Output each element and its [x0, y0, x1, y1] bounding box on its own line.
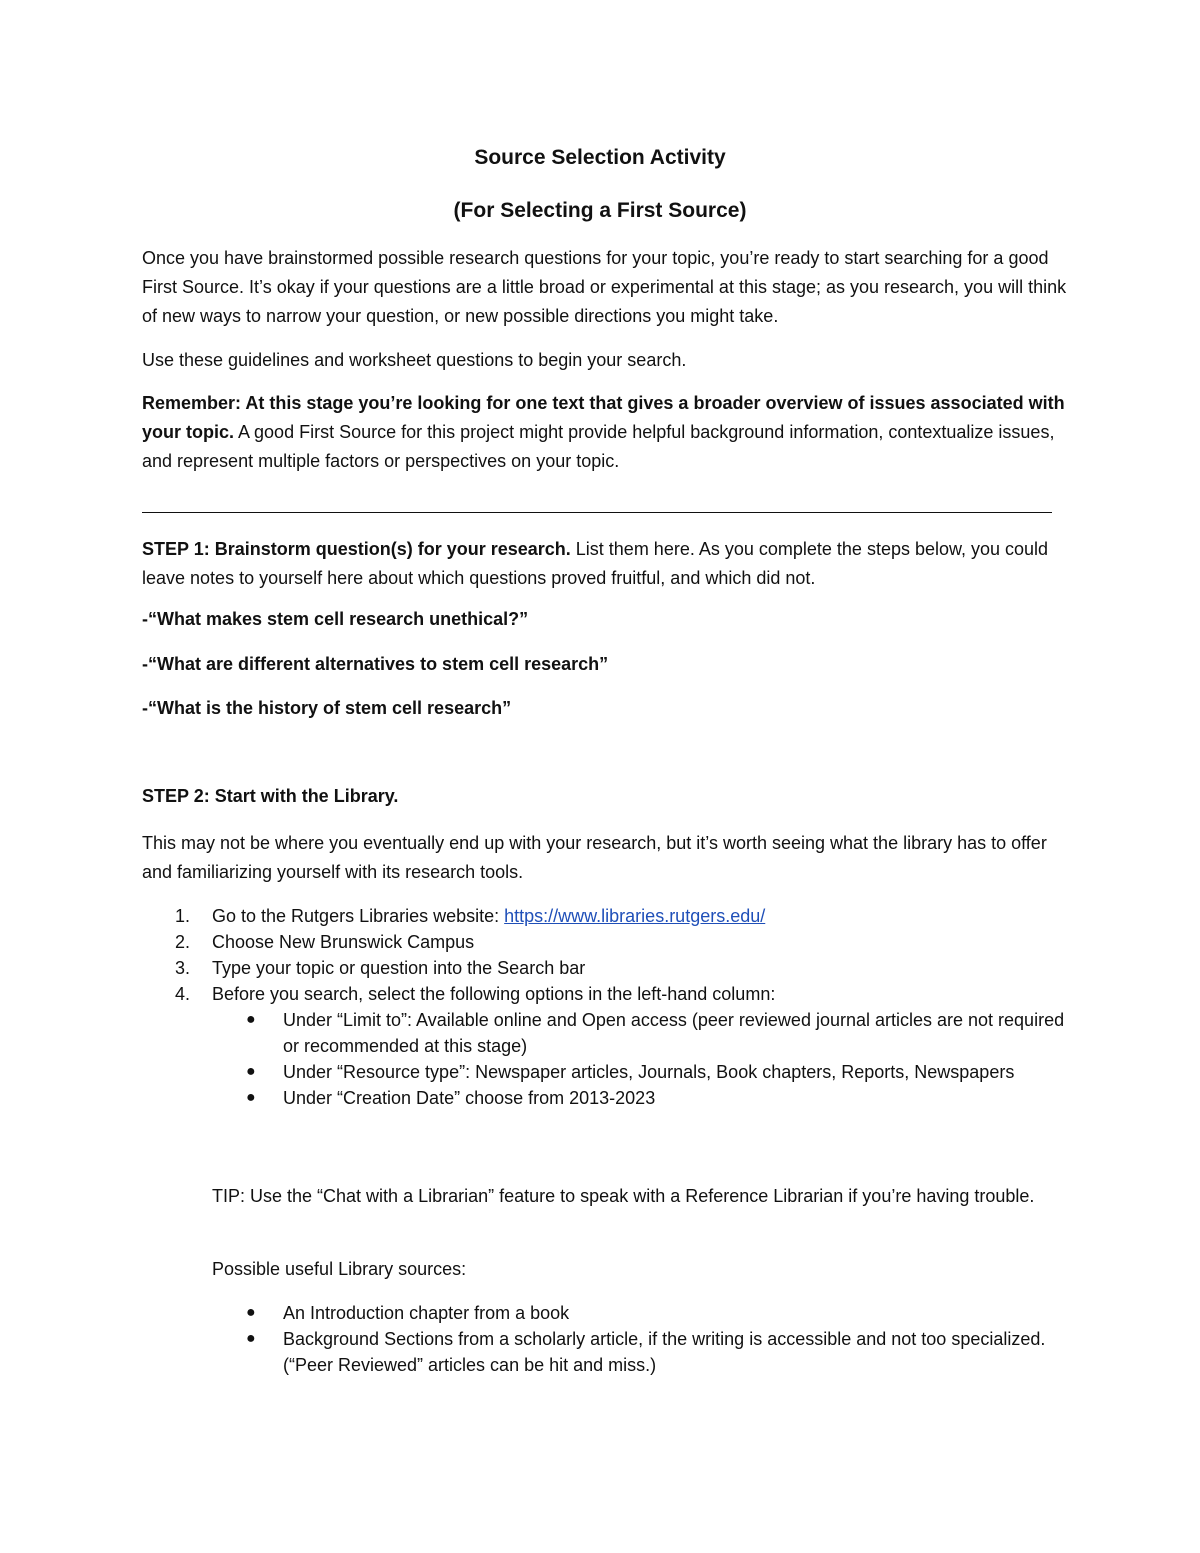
- step2-heading: STEP 2: Start with the Library.: [142, 786, 399, 806]
- library-steps-list: [142, 903, 1072, 1111]
- remember-paragraph: [142, 389, 1072, 476]
- bullet-icon: ●: [246, 1330, 256, 1347]
- list-item: [142, 929, 1072, 955]
- question-item: -“What makes stem cell research unethical?”: [142, 609, 529, 629]
- list-number: 3.: [175, 958, 191, 978]
- list-number: 4.: [175, 984, 191, 1004]
- list-number: 1.: [175, 906, 191, 926]
- source-item: [212, 1326, 1072, 1378]
- bullet-icon: ●: [246, 1089, 256, 1106]
- page-title: Source Selection Activity: [474, 146, 726, 169]
- options-list: [212, 1007, 1072, 1111]
- sources-list: [212, 1300, 1072, 1378]
- option-item: [212, 1085, 1072, 1111]
- step1-heading: STEP 1: Brainstorm question(s) for your research.: [142, 539, 571, 559]
- bullet-icon: ●: [246, 1304, 256, 1321]
- list-item-text: Type your topic or question into the Search bar: [212, 958, 586, 978]
- list-item: [142, 981, 1072, 1111]
- list-number: 2.: [175, 932, 191, 952]
- option-text: Under “Limit to”: Available online and Open access (peer reviewed journal articles are not required or recommended at this stage): [283, 1010, 1065, 1056]
- section-divider: [142, 512, 1052, 513]
- source-text: An Introduction chapter from a book: [283, 1303, 570, 1323]
- source-text: Background Sections from a scholarly article, if the writing is accessible and not too specialized. (“Peer Reviewed” articles can be hit and miss.): [283, 1329, 1046, 1375]
- question-item: -“What is the history of stem cell research”: [142, 698, 512, 718]
- guidelines-paragraph: Use these guidelines and worksheet questions to begin your search.: [142, 350, 687, 370]
- list-item-text: Before you search, select the following options in the left-hand column:: [212, 984, 776, 1004]
- remember-bold: Remember: At this stage you’re looking for one text that gives a broader overview of issues associated with your topic.: [142, 393, 1065, 442]
- step1-paragraph: [142, 535, 1072, 593]
- list-item: [142, 903, 1072, 929]
- option-item: [212, 1007, 1072, 1059]
- bullet-icon: ●: [246, 1011, 256, 1028]
- list-item: [142, 955, 1072, 981]
- source-item: [212, 1300, 1072, 1326]
- step2-intro: This may not be where you eventually end up with your research, but it’s worth seeing what the library has to offer and familiarizing yourself with its research tools.: [142, 833, 1047, 882]
- sources-heading: Possible useful Library sources:: [212, 1259, 467, 1279]
- list-item-text: Go to the Rutgers Libraries website:: [212, 906, 505, 926]
- rutgers-libraries-link[interactable]: https://www.libraries.rutgers.edu/: [504, 906, 766, 926]
- tip-paragraph: TIP: Use the “Chat with a Librarian” feature to speak with a Reference Librarian if you’re having trouble.: [212, 1186, 1035, 1206]
- option-text: Under “Resource type”: Newspaper articles, Journals, Book chapters, Reports, Newspapers: [283, 1062, 1015, 1082]
- option-text: Under “Creation Date” choose from 2013-2023: [283, 1088, 656, 1108]
- list-item-text: Choose New Brunswick Campus: [212, 932, 475, 952]
- page-subtitle: (For Selecting a First Source): [453, 199, 747, 222]
- step1-text: List them here. As you complete the steps below, you could leave notes to yourself here about which questions proved fruitful, and which did not.: [142, 539, 1049, 588]
- bullet-icon: ●: [246, 1063, 256, 1080]
- option-item: [212, 1059, 1072, 1085]
- intro-paragraph: Once you have brainstormed possible research questions for your topic, you’re ready to start searching for a good First Source. It’s okay if your questions are a little broad or experimental at this stage; as you research, you will think of new ways to narrow your question, or new possible directions you might take.: [142, 248, 1067, 326]
- remember-rest: A good First Source for this project might provide helpful background information, contextualize issues, and represent multiple factors or perspectives on your topic.: [142, 422, 1055, 471]
- question-item: -“What are different alternatives to stem cell research”: [142, 654, 609, 674]
